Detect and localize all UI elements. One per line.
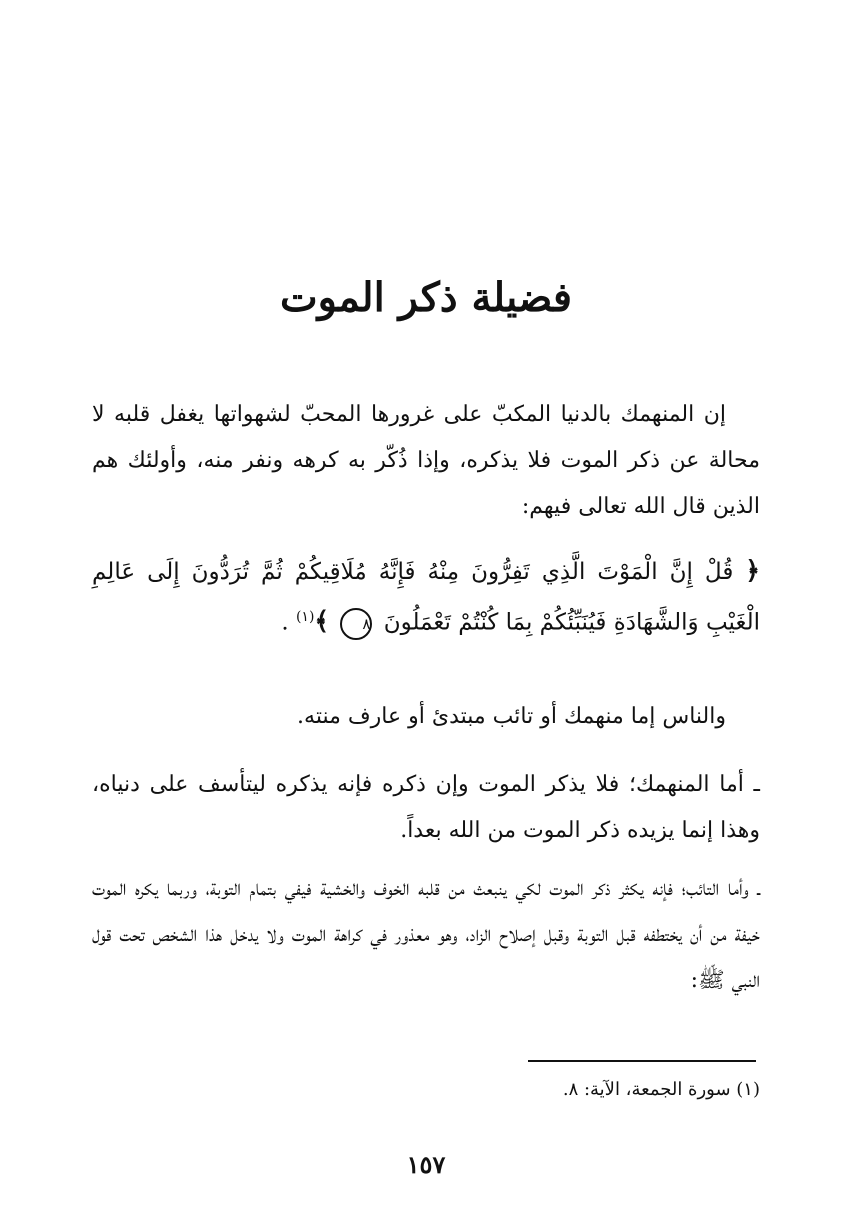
paragraph-intro: إن المنهمك بالدنيا المكبّ على غرورها المحبّ لشهواتها يغفل قلبه لا محالة عن ذكر الموت فلا يذكره، وإذا ذُكّر به كرهه ونفر منه، وأولئك هم الذين قال الله تعالى فيهم: xyxy=(92,402,760,519)
quran-verse xyxy=(92,548,760,646)
footnote-ref: (١) xyxy=(295,609,315,625)
footnote: (١) سورة الجمعة، الآية: ٨. xyxy=(562,1079,760,1100)
paragraph-repentant: ـ وأما التائب؛ فإنه يكثر ذكر الموت لكي ينبعث من قلبه الخوف والخشية فيفي بتمام التوبة، وربما يكره الموت خيفة من أن يختطفه قبل التوبة وقبل إصلاح الزاد، وهو معذور في كراهة الموت ولا يدخل هذا الشخص تحت قول النبي ﷺ: xyxy=(92,876,760,993)
paragraph-categories: والناس إما منهمك أو تائب مبتدئ أو عارف منته. xyxy=(297,704,726,729)
page-title: فضيلة ذكر الموت xyxy=(279,274,573,321)
quran-text: قُلْ إِنَّ الْمَوْتَ الَّذِي تَفِرُّونَ مِنْهُ فَإِنَّهُ مُلَاقِيكُمْ ثُمَّ تُرَدُّونَ إِلَى عَالِمِ الْغَيْبِ وَالشَّهَادَةِ فَيُنَبِّئُكُمْ بِمَا كُنْتُمْ تَعْمَلُونَ xyxy=(92,559,760,636)
paragraph-engrossed: ـ أما المنهمك؛ فلا يذكر الموت وإن ذكره فإنه يذكره ليتأسف على دنياه، وهذا إنما يزيده ذكر الموت من الله بعداً. xyxy=(92,772,760,843)
quran-end: . xyxy=(281,609,289,636)
quran-open-brace: ﴿ xyxy=(745,556,761,585)
footnote-divider xyxy=(528,1060,756,1062)
ayah-number-icon: ٨ xyxy=(340,608,372,640)
page-number: ١٥٧ xyxy=(406,1150,446,1179)
quran-close-brace: ﴾ xyxy=(314,606,330,636)
